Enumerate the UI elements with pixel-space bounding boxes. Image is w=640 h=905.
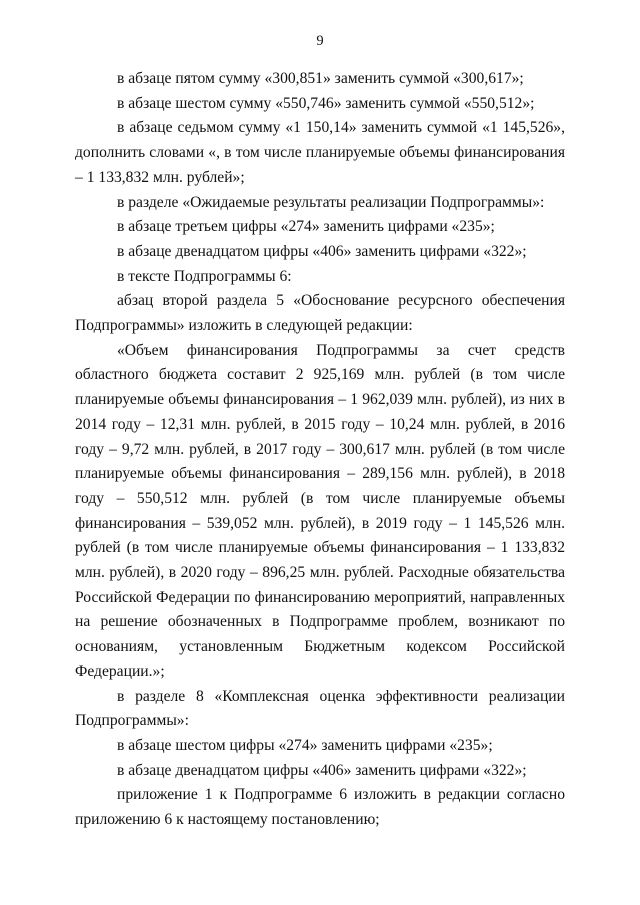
page-number: 9 <box>316 33 324 49</box>
paragraph-section-8-intro: в разделе 8 «Комплексная оценка эффективности реализации Подпрограммы»: <box>75 687 565 730</box>
paragraph-amend-3rd-abzats-digits: в абзаце третьем цифры «274» заменить цифрами «235»; <box>117 218 495 236</box>
paragraph-amend-6th-abzats: в абзаце шестом сумму «550,746» заменить суммой «550,512»; <box>117 94 535 112</box>
paragraph-amend-7th-abzats: в абзаце седьмом сумму «1 150,14» заменить суммой «1 145,526», дополнить словами «, в том числе планируемые объемы финансирования – 1 133,832 млн. рублей»; <box>75 119 565 186</box>
paragraph-appendix-1-amendment: приложение 1 к Подпрограмме 6 изложить в редакции согласно приложению 6 к настоящему постановлению; <box>75 786 565 829</box>
paragraph-amend-5th-abzats: в абзаце пятом сумму «300,851» заменить суммой «300,617»; <box>117 70 524 87</box>
paragraph-amend-12th-abzats-digits-2: в абзаце двенадцатом цифры «406» заменить цифрами «322»; <box>117 761 527 779</box>
paragraph-section-5-intro: абзац второй раздела 5 «Обоснование ресурсного обеспечения Подпрограммы» изложить в следующей редакции: <box>75 292 565 335</box>
paragraph-funding-volume-quote: «Объем финансирования Подпрограммы за счет средств областного бюджета составит 2 925,169 млн. рублей (в том числе планируемые объемы финансирования – 1 962,039 млн. рублей), из них в 2014 году – 12,31 млн. рублей, в 2015 году – 10,24 млн. рублей, в 2016 году – 9,72 млн. рублей, в 2017 году – 300,617 млн. рублей (в том числе планируемые объемы финансирования – 289,156 млн. рублей), в 2018 году – 550,512 млн. рублей (в том числе планируемые объемы финансирования – 539,052 млн. рублей), в 2019 году – 1 145,526 млн. рублей (в том числе планируемые объемы финансирования – 1 133,832 млн. рублей), в 2020 году – 896,25 млн. рублей. Расходные обязательства Российской Федерации по финансированию мероприятий, направленных на решение обозначенных в Подпрограмме проблем, возникают по основаниям, установленным Бюджетным кодексом Российской Федерации.»; <box>75 341 565 680</box>
paragraph-subprogram-6-text: в тексте Подпрограммы 6: <box>117 267 292 285</box>
paragraph-expected-results-section: в разделе «Ожидаемые результаты реализации Подпрограммы»: <box>117 193 545 211</box>
paragraph-amend-6th-abzats-digits: в абзаце шестом цифры «274» заменить цифрами «235»; <box>117 736 493 754</box>
paragraph-amend-12th-abzats-digits: в абзаце двенадцатом цифры «406» заменить цифрами «322»; <box>117 242 527 260</box>
document-body <box>75 67 565 833</box>
